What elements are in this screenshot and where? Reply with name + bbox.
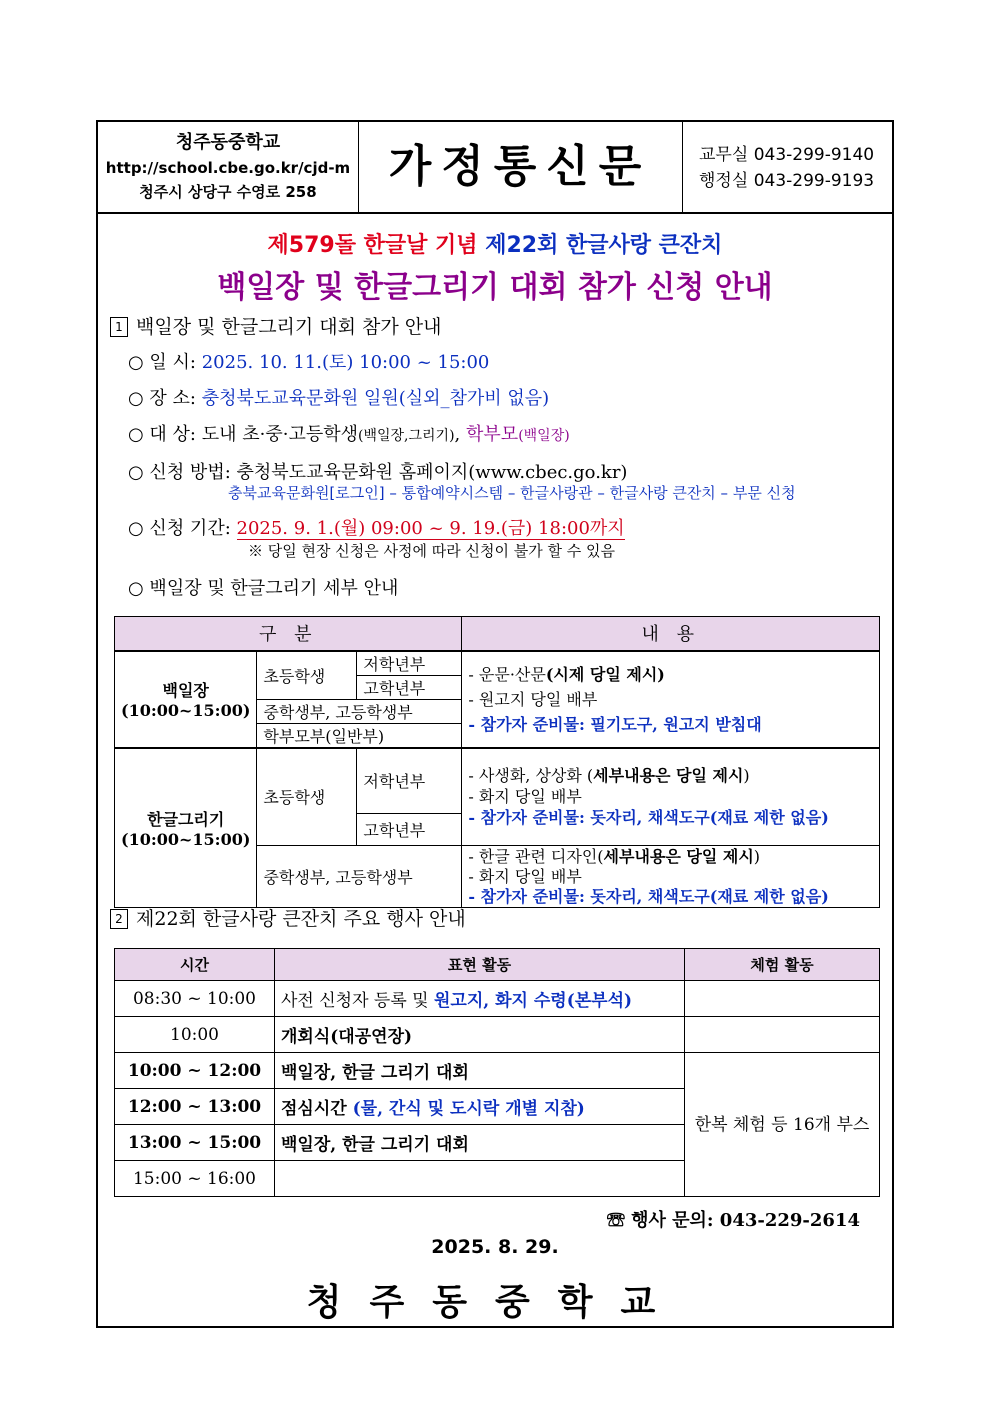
item-apply: ○ 신청 방법: 충청북도교육문화원 홈페이지(www.cbec.go.kr): [128, 462, 628, 483]
contact-row: 교무실 043-299-9140: [699, 145, 875, 165]
draw-elem-content: - 사생화, 상상화 (세부내용은 당일 제시) - 화지 당일 배부 - 참가자 준비물: 돗자리, 채색도구(재료 제한 없음): [462, 748, 880, 846]
school-address: 청주시 상당구 수영로 258: [139, 183, 317, 201]
school-info: [98, 122, 359, 212]
schedule-table: [114, 948, 880, 1197]
th-time: 시간: [115, 949, 275, 981]
item-target: ○ 대 상: 도내 초·중·고등학생(백일장,그리기), 학부모(백일장): [128, 424, 570, 445]
draw-low: 저학년부: [357, 748, 462, 814]
section1-title: 1 백일장 및 한글그리기 대회 참가 안내: [110, 312, 442, 339]
baek-cell: 백일장 (10:00~15:00): [115, 651, 257, 748]
contact-cell: [683, 122, 892, 212]
school-name: 청주동중학교: [175, 132, 281, 153]
row-activity: 점심시간 (물, 간식 및 도시락 개별 지참): [275, 1089, 685, 1125]
notice-page: [96, 120, 894, 1328]
draw-high: 고학년부: [357, 814, 462, 846]
row-activity: 개회식(대공연장): [275, 1017, 685, 1053]
row-time: 10:00 ~ 12:00: [115, 1053, 275, 1089]
title-cell: [358, 122, 683, 212]
headline-line2: 백일장 및 한글그리기 대회 참가 신청 안내: [217, 270, 773, 305]
period-note: ※ 당일 현장 신청은 사정에 따라 신청이 불가 할 수 있음: [248, 542, 615, 560]
page-title: 가정통신문: [388, 141, 652, 192]
event-contact: ☏ 행사 문의: 043-229-2614: [606, 1210, 860, 1231]
header: [98, 122, 892, 214]
baek-mid: 중학생부, 고등학생부: [257, 699, 462, 723]
draw-elem: 초등학생: [257, 748, 357, 846]
row-activity: [275, 1161, 685, 1197]
baek-low: 저학년부: [357, 651, 462, 676]
school-url[interactable]: http://school.cbe.go.kr/cjd-m: [105, 159, 351, 177]
th-activity: 표현 활동: [275, 949, 685, 981]
row-activity: 사전 신청자 등록 및 원고지, 화지 수령(본부석): [275, 981, 685, 1017]
baek-high: 고학년부: [357, 675, 462, 699]
row-time: 10:00: [115, 1017, 275, 1053]
item-period: ○ 신청 기간: 2025. 9. 1.(월) 09:00 ~ 9. 19.(금) 18:00까지: [128, 518, 625, 539]
baek-content: - 운문·산문(시제 당일 제시) - 원고지 당일 배부 - 참가자 준비물: 필기도구, 원고지 받침대: [462, 651, 880, 748]
th-category: 구 분: [115, 617, 462, 651]
contact-row: 행정실 043-299-9193: [699, 171, 875, 191]
row-activity: 백일장, 한글 그리기 대회: [275, 1053, 685, 1089]
issue-date: 2025. 8. 29.: [431, 1236, 559, 1258]
baek-parent: 학부모부(일반부): [257, 723, 462, 748]
row-exp-empty: [685, 1017, 880, 1053]
item-place: ○ 장 소: 충청북도교육문화원 일원(실외_참가비 없음): [128, 388, 550, 409]
section2-title: 2 제22회 한글사랑 큰잔치 주요 행사 안내: [110, 904, 466, 931]
row-activity: 백일장, 한글 그리기 대회: [275, 1125, 685, 1161]
draw-mid-content: - 한글 관련 디자인(세부내용은 당일 제시) - 화지 당일 배부 - 참가자 준비물: 돗자리, 채색도구(재료 제한 없음): [462, 846, 880, 908]
experience-cell: 한복 체험 등 16개 부스: [685, 1053, 880, 1197]
draw-cell: 한글그리기 (10:00~15:00): [115, 748, 257, 908]
apply-path: 충북교육문화원[로그인] – 통합예약시스템 – 한글사랑관 – 한글사랑 큰잔치 – 부문 신청: [228, 484, 796, 502]
detail-table: [114, 616, 880, 908]
draw-mid: 중학생부, 고등학생부: [257, 846, 462, 908]
row-time: 13:00 ~ 15:00: [115, 1125, 275, 1161]
headline-line1: 제579돌 한글날 기념 제22회 한글사랑 큰잔치: [267, 233, 723, 258]
item-detail: ○ 백일장 및 한글그리기 세부 안내: [128, 578, 399, 599]
school-signature: 청주동중학교: [306, 1281, 684, 1323]
row-time: 15:00 ~ 16:00: [115, 1161, 275, 1197]
row-time: 08:30 ~ 10:00: [115, 981, 275, 1017]
baek-elem: 초등학생: [257, 651, 357, 700]
row-exp-empty: [685, 981, 880, 1017]
row-time: 12:00 ~ 13:00: [115, 1089, 275, 1125]
th-experience: 체험 활동: [685, 949, 880, 981]
item-date: ○ 일 시: 2025. 10. 11.(토) 10:00 ~ 15:00: [128, 352, 490, 373]
th-content: 내 용: [462, 617, 880, 651]
